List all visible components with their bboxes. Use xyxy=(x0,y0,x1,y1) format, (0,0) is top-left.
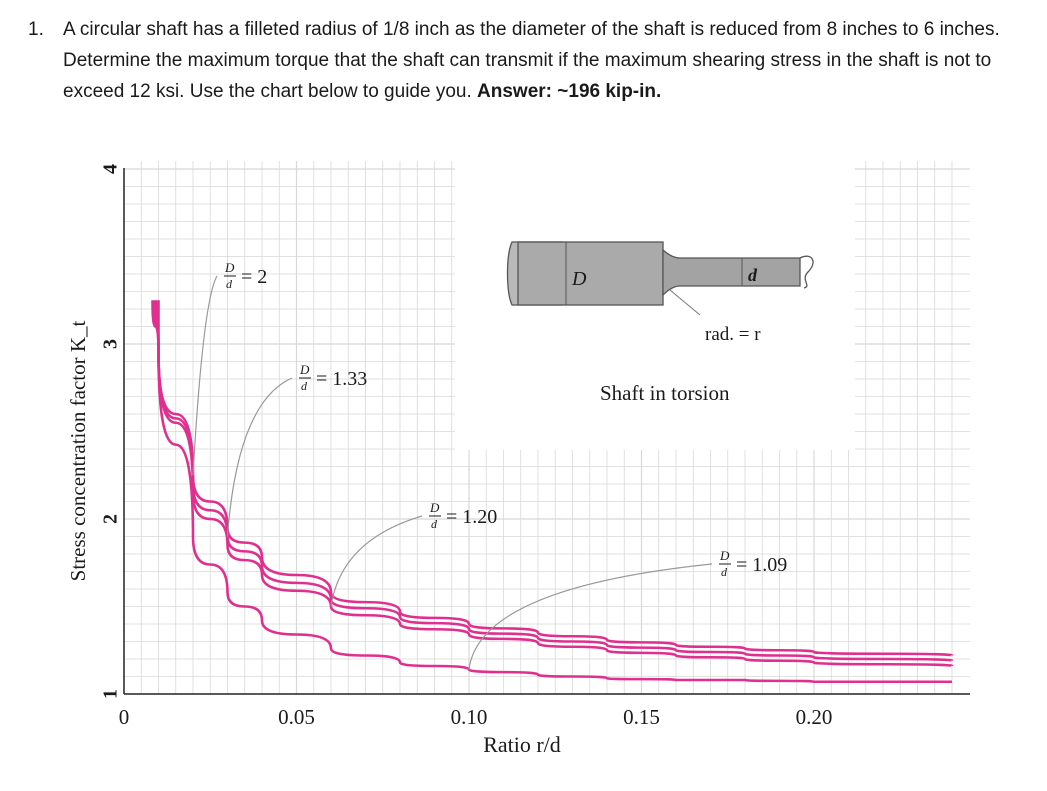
fraction-numerator: D xyxy=(720,548,730,563)
label-dd-1-09 xyxy=(719,548,787,579)
curve-ratio-value: = 2 xyxy=(241,266,268,288)
fraction-denominator: d xyxy=(721,565,727,579)
x-tick-label: 0.10 xyxy=(450,705,488,729)
inset-caption: Shaft in torsion xyxy=(600,381,730,405)
curve-ratio-value: = 1.09 xyxy=(736,554,788,576)
radius-label: rad. = r xyxy=(705,324,761,345)
label-dd-1-33 xyxy=(299,362,367,393)
shaft-inset xyxy=(455,160,855,450)
curve-ratio-value: = 1.20 xyxy=(446,506,498,528)
leader-dd-2 xyxy=(193,276,217,475)
label-dd-1-20 xyxy=(429,500,497,531)
problem-text: A circular shaft has a filleted radius of 1/8 inch as the diameter of the shaft is reduced from 8 inches to 6 inches. Determine the maximum torque that the shaft can transmit if the maximum shearing stress in the shaft is not to exceed 12 ksi. Use the chart below to guide you. xyxy=(63,19,1000,102)
problem-text-block xyxy=(63,14,1028,107)
problem-number: 1. xyxy=(28,19,44,40)
y-axis-label: Stress concentration factor K_t xyxy=(66,320,90,582)
shaft-large-section xyxy=(518,242,663,305)
fraction-denominator: d xyxy=(431,517,437,531)
answer-value: ~196 kip-in. xyxy=(557,81,662,102)
y-tick-label: 1 xyxy=(99,689,122,699)
label-dd-2 xyxy=(224,260,267,291)
leader-dd-1-09 xyxy=(469,564,712,670)
y-tick-label: 3 xyxy=(99,339,122,349)
fraction-denominator: d xyxy=(226,277,232,291)
x-tick-label: 0.20 xyxy=(795,705,833,729)
answer-label: Answer: xyxy=(477,81,552,102)
fraction-numerator: D xyxy=(430,500,440,515)
y-tick-label: 4 xyxy=(99,164,122,174)
fraction-numerator: D xyxy=(300,362,310,377)
x-tick-label: 0.15 xyxy=(623,705,660,729)
large-dia-label: D xyxy=(572,268,587,290)
leader-dd-1-33 xyxy=(228,378,293,537)
small-dia-label: d xyxy=(748,265,757,285)
problem-statement xyxy=(28,14,1028,107)
x-tick-label: 0 xyxy=(118,705,130,729)
curve-ratio-value: = 1.33 xyxy=(316,368,368,390)
fraction-numerator: D xyxy=(225,260,235,275)
stress-concentration-chart xyxy=(0,130,1047,791)
y-tick-label: 2 xyxy=(99,514,122,524)
fraction-denominator: d xyxy=(301,379,307,393)
leader-dd-1-20 xyxy=(331,516,422,607)
x-axis-label: Ratio r/d xyxy=(483,732,561,757)
x-tick-label: 0.05 xyxy=(278,705,315,729)
